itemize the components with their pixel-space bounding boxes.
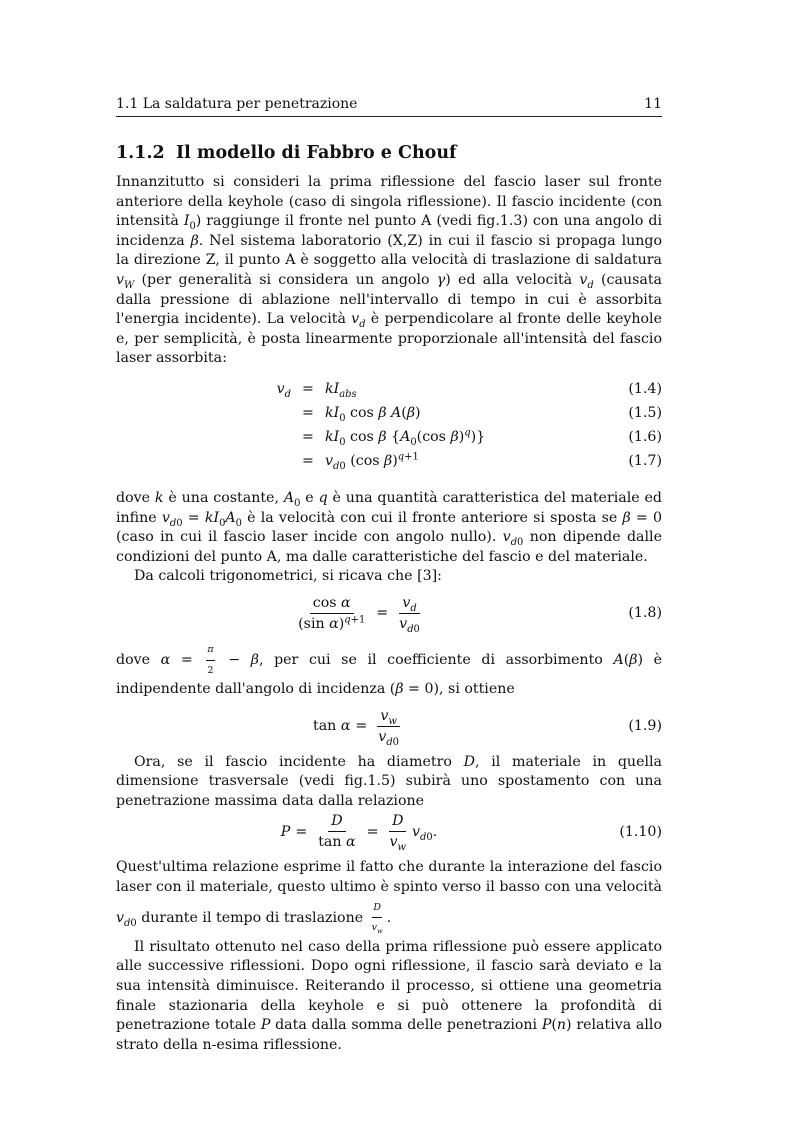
page-number: 11 [644,96,662,112]
equation-array-1-4-1-7 [116,381,662,477]
paragraph-definitions: dove k è una costante, $A_0$ e q è una quantità caratteristica del materiale ed infine $v_{d0} = kI_0A_0$ è la velocità con cui il fronte anteriore si sposta se β = 0 (caso in cui il fascio laser incide con angolo nullo). $v_{d0}$ non dipende dalle condizioni del punto A, ma dalle caratteristiche del fascio e del materiale. [116,489,663,565]
section-title: Il modello di Fabbro e Chouf [176,143,457,163]
section-heading [116,143,662,163]
paragraph-interpretation: Quest'ultima relazione esprime il fatto che durante la interazione del fascio laser con il materiale, questo ultimo è spinto verso il basso con una velocità $v_{d0}$ durante il tempo di traslazione $\frac{D}{v_w}$ . [116,859,662,936]
equation-number: (1.7) [628,452,662,469]
equation-number: (1.9) [628,718,662,735]
equation-1-9: tan α = $\frac{v_w}{v_{d0}}$ (1.9) [313,707,662,748]
equation-1-6: = $kI_0$ cos β {$A_0(\cos$ β)$^q$)} (1.6) [302,427,662,448]
equation-1-8: $\frac{\text{cos α}}{(\sin \alpha)^{q+1}}$ = $\frac{v_d}{v_{d0}}$ (1.8) [298,594,662,635]
paragraph-trig: Da calcoli trigonometrici, si ricava che [3]: [134,568,442,585]
paragraph-alpha: dove α = $\frac{\pi}{2}$ − β, per cui se il coefficiente di assorbimento A(β) è indipendente dall'angolo di incidenza (β = 0), si ottiene [116,640,662,700]
paragraph-intro: Innanzitutto si consideri la prima riflessione del fascio laser sul fronte anteriore della keyhole (caso di singola riflessione). Il fascio incidente (con intensità $I_0$) raggiunge il fronte nel punto A (vedi fig.1.3) con una angolo di incidenza β. Nel sistema laboratorio (X,Z) in cui il fascio si propaga lungo la direzione Z, il punto A è soggetto alla velocità di traslazione di saldatura $v_W$ (per generalità si considera un angolo γ) ed alla velocità $v_d$ (causata dalla pressione di ablazione nell'intervallo di tempo in cui è assorbita l'energia incidente). La velocità $v_d$ è perpendicolare al fronte delle keyhole e, per semplicità, è posta linearmente proporzionale all'intensità del fascio laser assorbita: [116,174,663,367]
equation-number: (1.10) [619,823,662,840]
section-number: 1.1.2 [116,143,165,163]
equation-1-10: P = $\frac{D}{\text{tan α}}$ = $\frac{D}{v_w}$ $v_{d0}$. (1.10) [280,813,662,854]
paragraph-iteration: Il risultato ottenuto nel caso della prima riflessione può essere applicato alle successive riflessioni. Dopo ogni riflessione, il fascio sarà deviato e la sua intensità diminuisce. Reiterando il processo, si ottiene una geometria finale stazionaria della keyhole e si può ottenere la profondità di penetrazione totale P data dalla somma delle penetrazioni P(n) relativa allo strato della n-esima riflessione. [116,938,662,1053]
equation-1-5: = $kI_0$ cos β A(β) (1.5) [302,404,662,424]
equation-number: (1.4) [628,380,662,397]
page [116,96,662,1055]
equation-1-7: = $v_{d0}$ (cos β)$^{q+1}$ (1.7) [302,451,662,472]
equation-number: (1.6) [628,428,662,445]
equation-1-4: $v_d$ = $kI_{abs}$ (1.4) [276,380,662,400]
equation-number: (1.8) [628,605,662,622]
running-header [116,96,662,117]
paragraph-penetration: Ora, se il fascio incidente ha diametro D, il materiale in quella dimensione trasversale (vedi fig.1.5) subirà uno spostamento con una penetrazione massima data dalla relazione [116,753,662,809]
equation-number: (1.5) [628,404,662,421]
running-header-section: 1.1 La saldatura per penetrazione [116,96,358,112]
